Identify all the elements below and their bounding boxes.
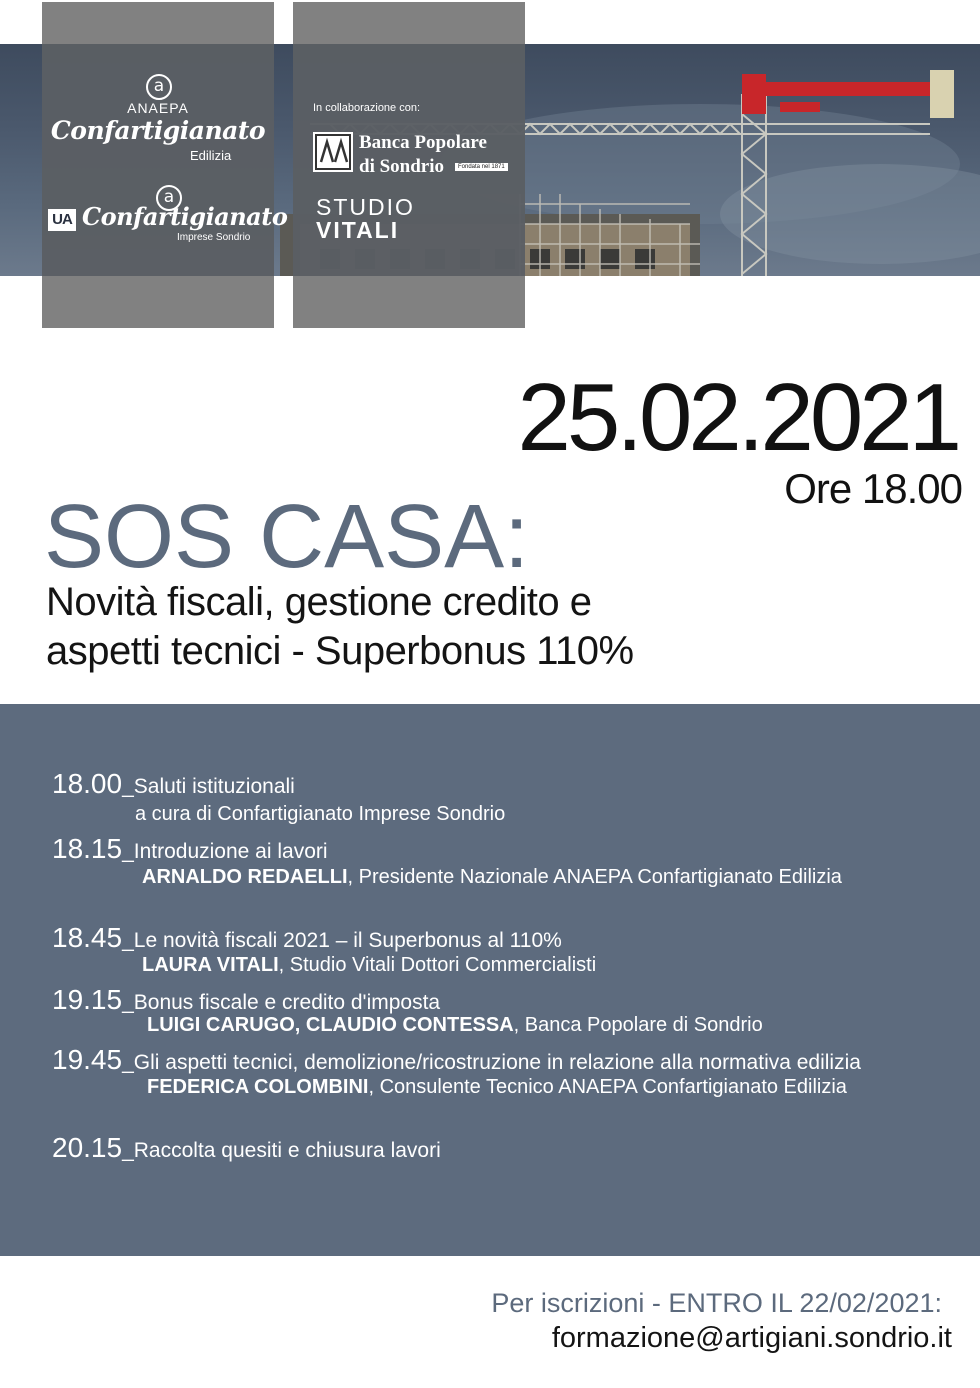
program-item-1815: 18.15_Introduzione ai lavori [52,833,328,864]
anaepa-at-logo-icon: a [146,74,172,100]
program-item-1845: 18.45_Le novità fiscali 2021 – il Superbonus al 110% [52,922,562,953]
logo-panel-left [42,2,288,328]
crane-cab [742,74,766,114]
program-detail-1845: LAURA VITALI, Studio Vitali Dottori Commercialisti [142,954,597,976]
program-detail-1800: a cura di Confartigianato Imprese Sondrio [135,803,506,825]
event-title: SOS CASA: [44,487,530,587]
ua-logo: UA [48,209,76,231]
bank-founded-tag: Fondata nel 1871 [455,163,508,171]
registration-email-link[interactable]: formazione@artigiani.sondrio.it [551,1322,952,1354]
anaepa-label: ANAEPA [127,100,189,116]
collaboration-label: In collaborazione con: [313,102,421,114]
registration-deadline: Per iscrizioni - ENTRO IL 22/02/2021: [491,1288,942,1318]
program-item-1915: 19.15_Bonus fiscale e credito d'imposta [52,984,441,1015]
confartigianato-at-logo-icon: a [156,185,182,211]
program-detail-1915: LUIGI CARUGO, CLAUDIO CONTESSA, Banca Popolare di Sondrio [147,1014,763,1036]
event-time: Ore 18.00 [784,465,962,512]
event-subtitle: Novità fiscali, gestione credito e aspetti tecnici - Superbonus 110% [46,580,634,673]
program-detail-1815: ARNALDO REDAELLI, Presidente Nazionale ANAEPA Confartigianato Edilizia [142,866,842,888]
banca-popolare-logo-icon [313,132,353,172]
confartigianato-edilizia-brand: Confartigianato [50,116,266,145]
program-item-2015: 20.15_Raccolta quesiti e chiusura lavori [52,1132,441,1163]
imprese-sondrio-label: Imprese Sondrio [177,232,251,243]
studio-vitali-logo: STUDIO VITALI [316,194,415,243]
logo-panel-right [293,2,525,328]
program-detail-1945: FEDERICA COLOMBINI, Consulente Tecnico ANAEPA Confartigianato Edilizia [147,1076,847,1098]
confartigianato-sondrio-brand: Confartigianato [82,202,288,231]
banca-popolare-name: Banca Popolare di Sondrio [359,132,487,177]
edilizia-label: Edilizia [190,148,232,163]
event-date: 25.02.2021 [517,364,958,471]
program-item-1945: 19.45_Gli aspetti tecnici, demolizione/ricostruzione in relazione alla normativa edilizia [52,1044,861,1075]
program-item-1800: 18.00_Saluti istituzionali [52,768,295,799]
